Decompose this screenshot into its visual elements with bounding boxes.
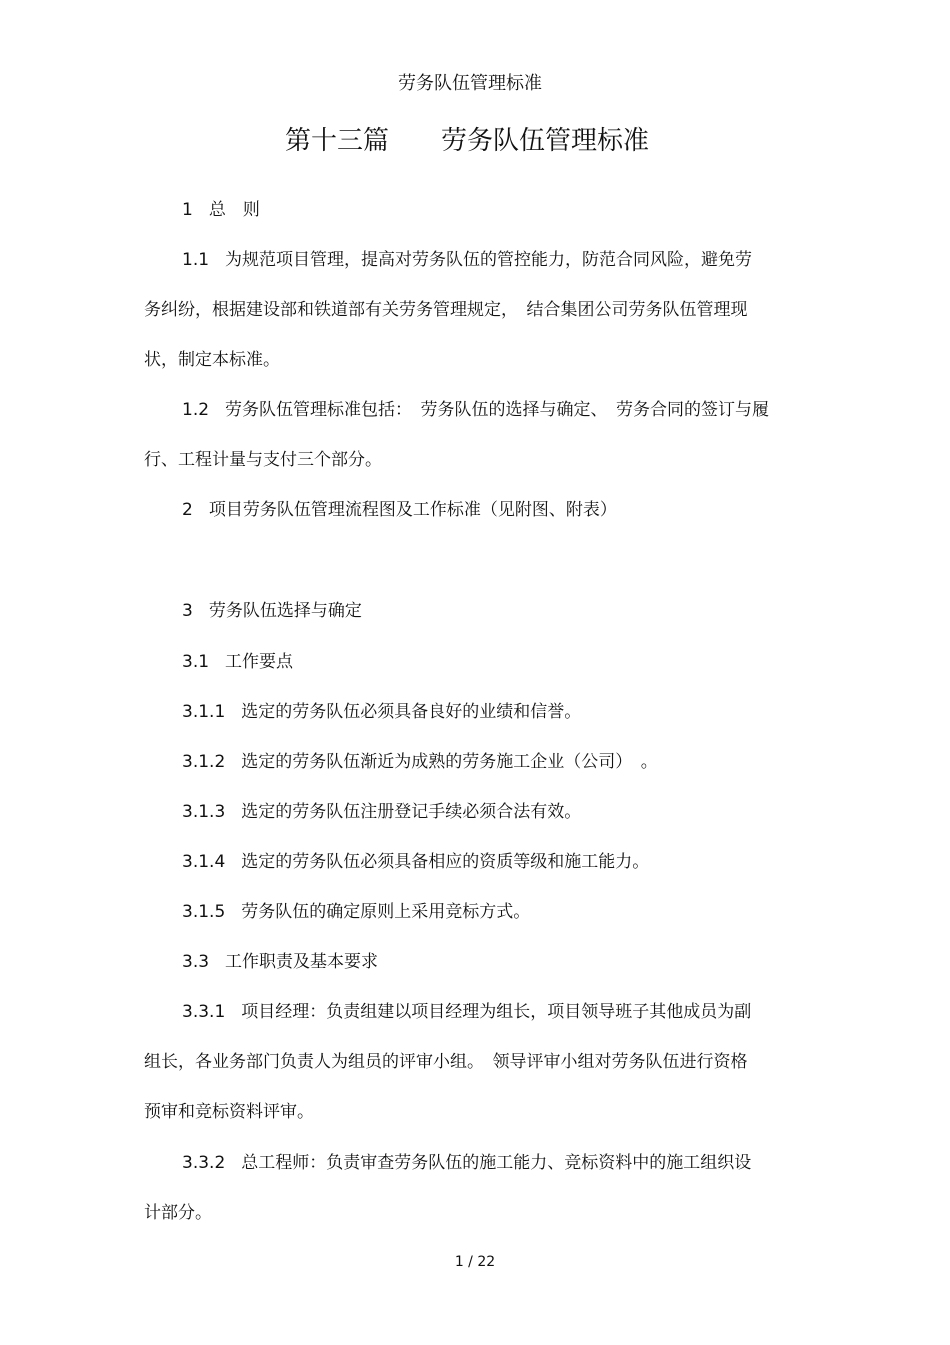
section-number: 3.1.4 xyxy=(182,852,226,872)
line-text: 预审和竞标资料评审。 xyxy=(144,1102,314,1122)
line-text: 行、工程计量与支付三个部分。 xyxy=(144,450,382,470)
paragraph-line xyxy=(144,1201,212,1225)
line-text: 劳务队伍的确定原则上采用竞标方式。 xyxy=(241,902,531,922)
section-number: 1 xyxy=(182,200,193,220)
paragraph-line xyxy=(182,700,581,724)
line-text: 总 则 xyxy=(208,200,260,220)
section-number: 3.1.3 xyxy=(182,802,226,822)
line-text: 劳务队伍管理标准包括： 劳务队伍的选择与确定、 劳务合同的签订与履 xyxy=(225,400,770,420)
paragraph-line xyxy=(144,298,748,322)
paragraph-line xyxy=(144,448,382,472)
section-number: 3.1.2 xyxy=(182,752,226,772)
line-text: 选定的劳务队伍必须具备良好的业绩和信誉。 xyxy=(241,702,582,722)
section-number: 2 xyxy=(182,500,193,520)
section-number: 3.1.5 xyxy=(182,902,226,922)
paragraph-line xyxy=(182,800,581,824)
paragraph-line xyxy=(182,599,362,623)
section-number: 1.1 xyxy=(182,250,210,270)
line-text: 计部分。 xyxy=(144,1203,212,1223)
paragraph-line xyxy=(182,398,769,422)
line-text: 工作要点 xyxy=(225,652,294,672)
page-number: 1 / 22 xyxy=(454,1254,496,1270)
section-number: 3.1.1 xyxy=(182,702,226,722)
paragraph-line xyxy=(182,850,649,874)
line-text: 工作职责及基本要求 xyxy=(225,952,379,972)
running-header: 劳务队伍管理标准 xyxy=(398,73,542,94)
section-number: 3.3.2 xyxy=(182,1153,226,1173)
section-number: 3.1 xyxy=(182,652,210,672)
paragraph-line xyxy=(182,900,530,924)
chapter-title: 第十三篇 劳务队伍管理标准 xyxy=(284,126,649,156)
paragraph-line xyxy=(182,498,617,522)
line-text: 劳务队伍选择与确定 xyxy=(208,601,362,621)
line-text: 为规范项目管理，提高对劳务队伍的管控能力，防范合同风险，避免劳 xyxy=(225,250,753,270)
section-number: 1.2 xyxy=(182,400,210,420)
line-text: 组长，各业务部门负责人为组员的评审小组。 领导评审小组对劳务队伍进行资格 xyxy=(144,1052,748,1072)
paragraph-line xyxy=(182,950,378,974)
paragraph-line xyxy=(182,1000,751,1024)
paragraph-line xyxy=(182,650,293,674)
paragraph-line xyxy=(182,750,658,774)
line-text: 项目劳务队伍管理流程图及工作标准（见附图、附表） xyxy=(208,500,617,520)
line-text: 总工程师：负责审查劳务队伍的施工能力、竞标资料中的施工组织设 xyxy=(241,1153,752,1173)
line-text: 选定的劳务队伍渐近为成熟的劳务施工企业（公司） 。 xyxy=(241,752,658,772)
paragraph-line xyxy=(182,1151,751,1175)
paragraph-line xyxy=(144,348,280,372)
paragraph-line xyxy=(182,198,260,222)
section-number: 3.3 xyxy=(182,952,210,972)
paragraph-line xyxy=(182,248,752,272)
paragraph-line xyxy=(144,1050,748,1074)
line-text: 务纠纷，根据建设部和铁道部有关劳务管理规定， 结合集团公司劳务队伍管理现 xyxy=(144,300,748,320)
line-text: 项目经理：负责组建以项目经理为组长，项目领导班子其他成员为副 xyxy=(241,1002,752,1022)
section-number: 3.3.1 xyxy=(182,1002,226,1022)
paragraph-line xyxy=(144,1100,314,1124)
section-number: 3 xyxy=(182,601,193,621)
line-text: 选定的劳务队伍注册登记手续必须合法有效。 xyxy=(241,802,582,822)
line-text: 选定的劳务队伍必须具备相应的资质等级和施工能力。 xyxy=(241,852,650,872)
line-text: 状，制定本标准。 xyxy=(144,350,280,370)
